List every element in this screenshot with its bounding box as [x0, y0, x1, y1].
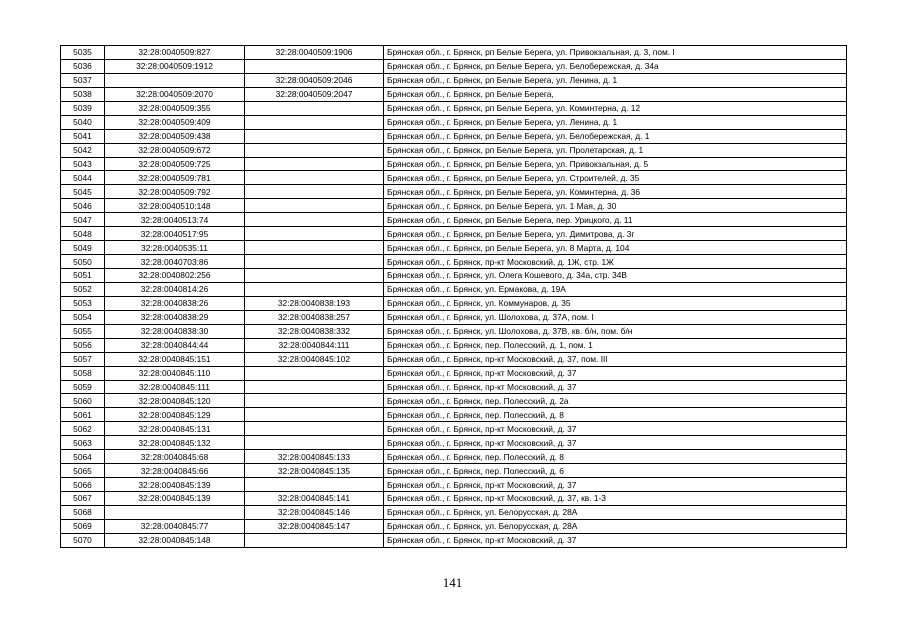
cadastral-number-cell: 32:28:0040509:438 [105, 129, 245, 143]
related-cadastral-number-cell [245, 115, 384, 129]
cadastral-number-cell: 32:28:0040845:66 [105, 464, 245, 478]
row-number-cell: 5068 [61, 505, 105, 519]
row-number-cell: 5064 [61, 450, 105, 464]
address-cell: Брянская обл., г. Брянск, рп Белые Берега, ул. Белобережская, д. 34а [384, 59, 847, 73]
address-cell: Брянская обл., г. Брянск, рп Белые Берега, ул. Пролетарская, д. 1 [384, 143, 847, 157]
row-number-cell: 5058 [61, 366, 105, 380]
address-cell: Брянская обл., г. Брянск, пр-кт Московский, д. 37 [384, 478, 847, 492]
row-number-cell: 5045 [61, 185, 105, 199]
row-number-cell: 5040 [61, 115, 105, 129]
table-row [61, 101, 847, 115]
cadastral-number-cell [105, 505, 245, 519]
row-number-cell: 5041 [61, 129, 105, 143]
cadastral-number-cell: 32:28:0040802:256 [105, 269, 245, 283]
cadastral-number-cell: 32:28:0040513:74 [105, 213, 245, 227]
cadastral-number-cell: 32:28:0040838:26 [105, 296, 245, 310]
row-number-cell: 5042 [61, 143, 105, 157]
table-row [61, 464, 847, 478]
row-number-cell: 5049 [61, 241, 105, 255]
cadastral-number-cell: 32:28:0040509:781 [105, 171, 245, 185]
related-cadastral-number-cell [245, 366, 384, 380]
table-row [61, 296, 847, 310]
cadastral-number-cell: 32:28:0040517:95 [105, 227, 245, 241]
address-cell: Брянская обл., г. Брянск, рп Белые Берега, ул. 8 Марта, д. 104 [384, 241, 847, 255]
table-row [61, 338, 847, 352]
row-number-cell: 5052 [61, 282, 105, 296]
address-cell: Брянская обл., г. Брянск, ул. Белорусская, д. 28А [384, 519, 847, 533]
row-number-cell: 5053 [61, 296, 105, 310]
row-number-cell: 5065 [61, 464, 105, 478]
cadastral-number-cell: 32:28:0040509:1912 [105, 59, 245, 73]
address-cell: Брянская обл., г. Брянск, пр-кт Московский, д. 37 [384, 380, 847, 394]
cadastral-number-cell: 32:28:0040845:151 [105, 352, 245, 366]
row-number-cell: 5055 [61, 324, 105, 338]
row-number-cell: 5051 [61, 269, 105, 283]
related-cadastral-number-cell: 32:28:0040509:2047 [245, 87, 384, 101]
cadastral-number-cell: 32:28:0040509:409 [105, 115, 245, 129]
address-cell: Брянская обл., г. Брянск, ул. Ермакова, д. 19А [384, 282, 847, 296]
address-cell: Брянская обл., г. Брянск, ул. Коммунаров, д. 35 [384, 296, 847, 310]
related-cadastral-number-cell [245, 199, 384, 213]
row-number-cell: 5038 [61, 87, 105, 101]
table-row [61, 394, 847, 408]
cadastral-number-cell: 32:28:0040845:139 [105, 478, 245, 492]
row-number-cell: 5061 [61, 408, 105, 422]
table-row [61, 380, 847, 394]
address-cell: Брянская обл., г. Брянск, рп Белые Берега, ул. Белобережская, д. 1 [384, 129, 847, 143]
cadastral-number-cell: 32:28:0040845:111 [105, 380, 245, 394]
table-row [61, 422, 847, 436]
table-row [61, 533, 847, 547]
table-row [61, 505, 847, 519]
related-cadastral-number-cell [245, 394, 384, 408]
table-row [61, 115, 847, 129]
address-cell: Брянская обл., г. Брянск, пр-кт Московский, д. 37 [384, 366, 847, 380]
address-cell: Брянская обл., г. Брянск, пер. Полесский, д. 1, пом. 1 [384, 338, 847, 352]
table-row [61, 59, 847, 73]
cadastral-number-cell: 32:28:0040509:2070 [105, 87, 245, 101]
registry-table-body [61, 46, 847, 548]
table-row [61, 241, 847, 255]
related-cadastral-number-cell: 32:28:0040838:193 [245, 296, 384, 310]
address-cell: Брянская обл., г. Брянск, рп Белые Берега, ул. Строителей, д. 35 [384, 171, 847, 185]
cadastral-number-cell: 32:28:0040510:148 [105, 199, 245, 213]
table-row [61, 227, 847, 241]
table-row [61, 352, 847, 366]
related-cadastral-number-cell [245, 101, 384, 115]
row-number-cell: 5039 [61, 101, 105, 115]
table-row [61, 185, 847, 199]
address-cell: Брянская обл., г. Брянск, ул. Белорусская, д. 28А [384, 505, 847, 519]
table-row [61, 129, 847, 143]
related-cadastral-number-cell [245, 380, 384, 394]
related-cadastral-number-cell [245, 533, 384, 547]
address-cell: Брянская обл., г. Брянск, пр-кт Московский, д. 1Ж, стр. 1Ж [384, 255, 847, 269]
related-cadastral-number-cell: 32:28:0040845:146 [245, 505, 384, 519]
address-cell: Брянская обл., г. Брянск, рп Белые Берега, ул. Коминтерна, д. 12 [384, 101, 847, 115]
related-cadastral-number-cell [245, 422, 384, 436]
related-cadastral-number-cell: 32:28:0040845:135 [245, 464, 384, 478]
address-cell: Брянская обл., г. Брянск, пр-кт Московский, д. 37, пом. III [384, 352, 847, 366]
row-number-cell: 5035 [61, 46, 105, 60]
related-cadastral-number-cell [245, 282, 384, 296]
cadastral-number-cell: 32:28:0040845:120 [105, 394, 245, 408]
row-number-cell: 5056 [61, 338, 105, 352]
row-number-cell: 5036 [61, 59, 105, 73]
table-row [61, 366, 847, 380]
row-number-cell: 5054 [61, 310, 105, 324]
cadastral-number-cell: 32:28:0040845:129 [105, 408, 245, 422]
address-cell: Брянская обл., г. Брянск, ул. Шолохова, д. 37В, кв. б/н, пом. б/н [384, 324, 847, 338]
address-cell: Брянская обл., г. Брянск, рп Белые Берега, ул. Димитрова, д. 3г [384, 227, 847, 241]
row-number-cell: 5043 [61, 157, 105, 171]
address-cell: Брянская обл., г. Брянск, ул. Шолохова, д. 37А, пом. I [384, 310, 847, 324]
table-row [61, 199, 847, 213]
cadastral-number-cell: 32:28:0040845:148 [105, 533, 245, 547]
table-row [61, 213, 847, 227]
row-number-cell: 5037 [61, 73, 105, 87]
cadastral-number-cell: 32:28:0040845:110 [105, 366, 245, 380]
related-cadastral-number-cell [245, 171, 384, 185]
address-cell: Брянская обл., г. Брянск, рп Белые Берега, ул. Привокзальная, д. 5 [384, 157, 847, 171]
cadastral-number-cell: 32:28:0040535:11 [105, 241, 245, 255]
cadastral-number-cell: 32:28:0040509:792 [105, 185, 245, 199]
row-number-cell: 5044 [61, 171, 105, 185]
cadastral-number-cell: 32:28:0040509:827 [105, 46, 245, 60]
row-number-cell: 5046 [61, 199, 105, 213]
cadastral-number-cell: 32:28:0040845:68 [105, 450, 245, 464]
related-cadastral-number-cell: 32:28:0040838:257 [245, 310, 384, 324]
related-cadastral-number-cell [245, 157, 384, 171]
row-number-cell: 5057 [61, 352, 105, 366]
related-cadastral-number-cell: 32:28:0040844:111 [245, 338, 384, 352]
row-number-cell: 5060 [61, 394, 105, 408]
cadastral-number-cell: 32:28:0040838:30 [105, 324, 245, 338]
related-cadastral-number-cell [245, 213, 384, 227]
related-cadastral-number-cell [245, 408, 384, 422]
related-cadastral-number-cell: 32:28:0040838:332 [245, 324, 384, 338]
address-cell: Брянская обл., г. Брянск, пр-кт Московский, д. 37 [384, 436, 847, 450]
table-row [61, 269, 847, 283]
cadastral-number-cell: 32:28:0040814:26 [105, 282, 245, 296]
table-row [61, 73, 847, 87]
address-cell: Брянская обл., г. Брянск, пер. Полесский, д. 2а [384, 394, 847, 408]
row-number-cell: 5047 [61, 213, 105, 227]
table-row [61, 519, 847, 533]
row-number-cell: 5067 [61, 492, 105, 506]
related-cadastral-number-cell [245, 129, 384, 143]
address-cell: Брянская обл., г. Брянск, рп Белые Берега, ул. Ленина, д. 1 [384, 115, 847, 129]
address-cell: Брянская обл., г. Брянск, пер. Полесский, д. 8 [384, 408, 847, 422]
cadastral-number-cell: 32:28:0040509:725 [105, 157, 245, 171]
cadastral-number-cell [105, 73, 245, 87]
related-cadastral-number-cell [245, 478, 384, 492]
row-number-cell: 5069 [61, 519, 105, 533]
table-row [61, 450, 847, 464]
table-row [61, 436, 847, 450]
cadastral-number-cell: 32:28:0040845:77 [105, 519, 245, 533]
table-row [61, 46, 847, 60]
table-row [61, 324, 847, 338]
related-cadastral-number-cell [245, 185, 384, 199]
table-row [61, 143, 847, 157]
address-cell: Брянская обл., г. Брянск, рп Белые Берега, [384, 87, 847, 101]
cadastral-number-cell: 32:28:0040703:86 [105, 255, 245, 269]
cadastral-number-cell: 32:28:0040509:355 [105, 101, 245, 115]
address-cell: Брянская обл., г. Брянск, пр-кт Московский, д. 37 [384, 533, 847, 547]
table-row [61, 255, 847, 269]
related-cadastral-number-cell [245, 59, 384, 73]
address-cell: Брянская обл., г. Брянск, рп Белые Берега, ул. 1 Мая, д. 30 [384, 199, 847, 213]
related-cadastral-number-cell [245, 255, 384, 269]
row-number-cell: 5066 [61, 478, 105, 492]
table-row [61, 408, 847, 422]
address-cell: Брянская обл., г. Брянск, рп Белые Берега, ул. Ленина, д. 1 [384, 73, 847, 87]
related-cadastral-number-cell: 32:28:0040845:147 [245, 519, 384, 533]
table-row [61, 492, 847, 506]
address-cell: Брянская обл., г. Брянск, рп Белые Берега, ул. Коминтерна, д. 36 [384, 185, 847, 199]
related-cadastral-number-cell [245, 143, 384, 157]
related-cadastral-number-cell [245, 436, 384, 450]
table-row [61, 282, 847, 296]
cadastral-number-cell: 32:28:0040838:29 [105, 310, 245, 324]
related-cadastral-number-cell: 32:28:0040509:2046 [245, 73, 384, 87]
address-cell: Брянская обл., г. Брянск, рп Белые Берега, пер. Урицкого, д. 11 [384, 213, 847, 227]
cadastral-number-cell: 32:28:0040844:44 [105, 338, 245, 352]
cadastral-number-cell: 32:28:0040509:672 [105, 143, 245, 157]
related-cadastral-number-cell: 32:28:0040509:1906 [245, 46, 384, 60]
related-cadastral-number-cell [245, 269, 384, 283]
row-number-cell: 5063 [61, 436, 105, 450]
related-cadastral-number-cell [245, 227, 384, 241]
row-number-cell: 5062 [61, 422, 105, 436]
table-row [61, 157, 847, 171]
table-row [61, 478, 847, 492]
cadastral-number-cell: 32:28:0040845:132 [105, 436, 245, 450]
row-number-cell: 5048 [61, 227, 105, 241]
address-cell: Брянская обл., г. Брянск, пр-кт Московский, д. 37, кв. 1-3 [384, 492, 847, 506]
cadastral-number-cell: 32:28:0040845:131 [105, 422, 245, 436]
address-cell: Брянская обл., г. Брянск, пер. Полесский, д. 8 [384, 450, 847, 464]
related-cadastral-number-cell: 32:28:0040845:141 [245, 492, 384, 506]
address-cell: Брянская обл., г. Брянск, рп Белые Берега, ул. Привокзальная, д. 3, пом. I [384, 46, 847, 60]
table-row [61, 310, 847, 324]
address-cell: Брянская обл., г. Брянск, ул. Олега Кошевого, д. 34а, стр. 34В [384, 269, 847, 283]
related-cadastral-number-cell [245, 241, 384, 255]
address-cell: Брянская обл., г. Брянск, пр-кт Московский, д. 37 [384, 422, 847, 436]
related-cadastral-number-cell: 32:28:0040845:133 [245, 450, 384, 464]
address-cell: Брянская обл., г. Брянск, пер. Полесский, д. 6 [384, 464, 847, 478]
cadastral-number-cell: 32:28:0040845:139 [105, 492, 245, 506]
row-number-cell: 5070 [61, 533, 105, 547]
related-cadastral-number-cell: 32:28:0040845:102 [245, 352, 384, 366]
table-row [61, 171, 847, 185]
page-number: 141 [442, 575, 463, 590]
registry-table [60, 45, 847, 548]
table-row [61, 87, 847, 101]
row-number-cell: 5050 [61, 255, 105, 269]
row-number-cell: 5059 [61, 380, 105, 394]
